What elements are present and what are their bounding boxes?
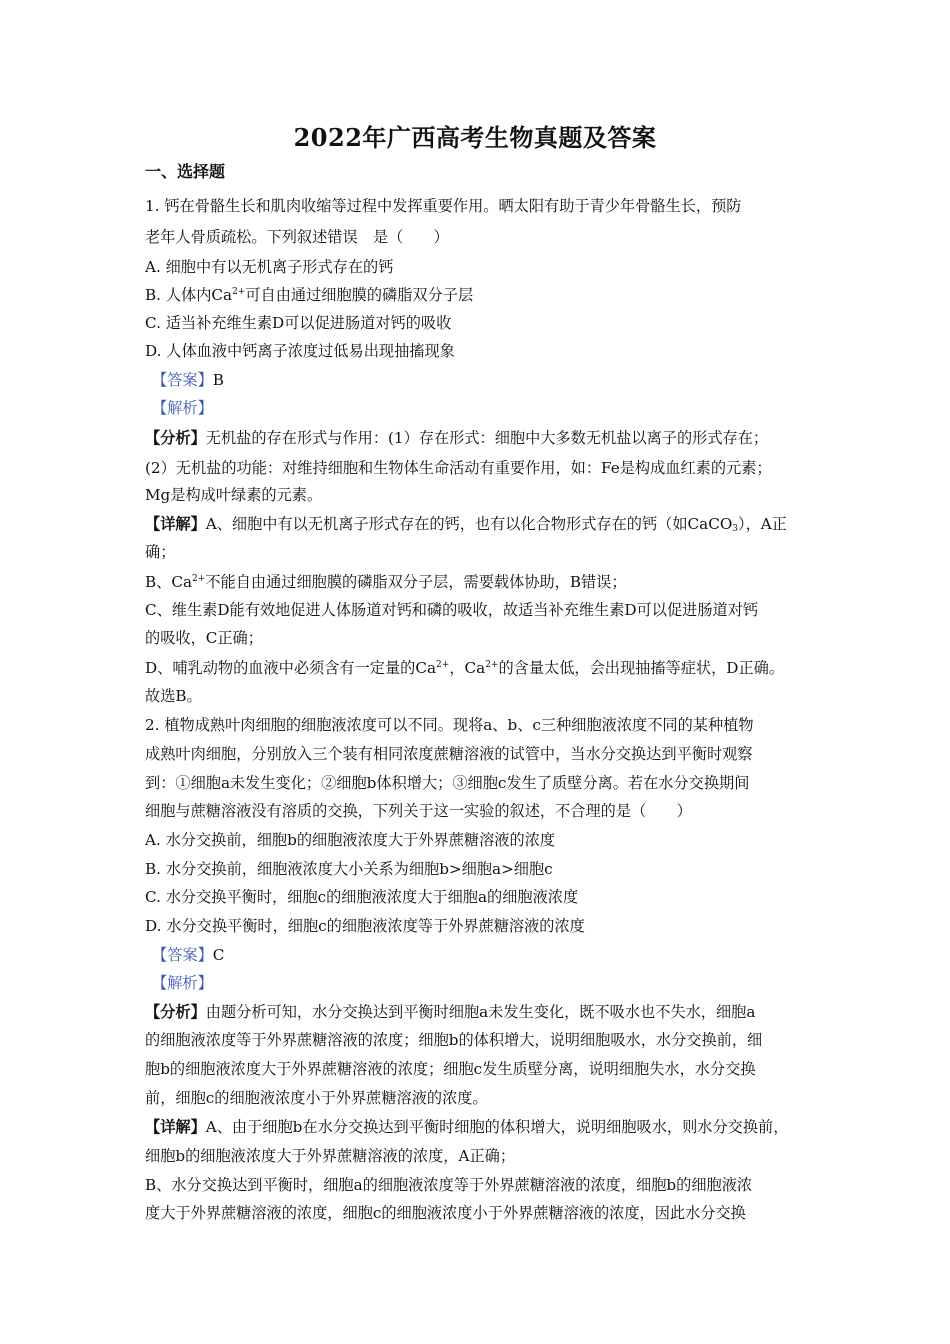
page-title: 2022年广西高考生物真题及答案 <box>293 123 657 152</box>
q2-stem-line3: 到：①细胞a未发生变化；②细胞b体积增大；③细胞c发生了质壁分离。若在水分交换期间 <box>145 774 750 792</box>
q1-detail-line3: B、$Ca^{2+}$不能自由通过细胞膜的磷脂双分子层，需要载体协助，B错误； <box>145 573 627 591</box>
q2-option-c: C. 水分交换平衡时，细胞c的细胞液浓度大于细胞a的细胞液浓度 <box>145 888 579 906</box>
q2-option-b: B. 水分交换前，细胞液浓度大小关系为细胞b>细胞a>细胞c <box>145 860 553 878</box>
q2-fenxi-line1: 【分析】由题分析可知，水分交换达到平衡时细胞a未发生变化，既不吸水也不失水，细胞a <box>145 1003 756 1021</box>
answer-tag: 【答案】 <box>152 371 213 389</box>
q1-stem-line1: 1. 钙在骨骼生长和肌肉收缩等过程中发挥重要作用。晒太阳有助于青少年骨骼生长，预防 <box>145 197 742 215</box>
q1-option-a: A. 细胞中有以无机离子形式存在的钙 <box>145 258 394 276</box>
q2-stem-line1: 2. 植物成熟叶肉细胞的细胞液浓度可以不同。现将a、b、c三种细胞液浓度不同的某种植物 <box>145 716 754 734</box>
q2-stem-line4: 细胞与蔗糖溶液没有溶质的交换，下列关于这一实验的叙述，不合理的是（ ） <box>145 802 692 820</box>
q2-answer: 【答案】C <box>152 946 225 964</box>
q1-option-d: D. 人体血液中钙离子浓度过低易出现抽搐现象 <box>145 342 455 360</box>
q1-answer: 【答案】B <box>152 371 224 389</box>
q1-detail-line7: 故选B。 <box>145 687 202 705</box>
q1-detail-line4: C、维生素D能有效地促进人体肠道对钙和磷的吸收，故适当补充维生素D可以促进肠道对钙 <box>145 601 759 619</box>
q2-fenxi-line2: 的细胞液浓度等于外界蔗糖溶液的浓度；细胞b的体积增大，说明细胞吸水，水分交换前，细 <box>145 1031 763 1049</box>
q1-analysis-tag: 【解析】 <box>152 399 213 417</box>
answer-tag: 【答案】 <box>152 946 213 964</box>
q1-detail-line5: 的吸收，C正确； <box>145 629 263 647</box>
q1-fenxi-line2: (2）无机盐的功能：对维持细胞和生物体生命活动有重要作用，如：Fe是构成血红素的元素； <box>145 459 772 477</box>
section-heading: 一、选择题 <box>145 162 226 181</box>
q1-stem-line2: 老年人骨质疏松。下列叙述错误 是（ ） <box>145 228 449 246</box>
q1-detail-line1: 【详解】A、细胞中有以无机离子形式存在的钙，也有以化合物形式存在的钙（如CaCO$_3$），A正 <box>145 515 787 534</box>
q2-analysis-tag: 【解析】 <box>152 974 213 992</box>
q1-fenxi-line1: 【分析】无机盐的存在形式与作用：(1）存在形式：细胞中大多数无机盐以离子的形式存在； <box>145 429 769 447</box>
q1-option-b: B. 人体内$Ca^{2+}$可自由通过细胞膜的磷脂双分子层 <box>145 286 474 304</box>
q2-detail-line1: 【详解】A、由于细胞b在水分交换达到平衡时细胞的体积增大，说明细胞吸水，则水分交换前， <box>145 1118 789 1136</box>
q2-option-a: A. 水分交换前，细胞b的细胞液浓度大于外界蔗糖溶液的浓度 <box>145 831 556 849</box>
q2-fenxi-line4: 前，细胞c的细胞液浓度小于外界蔗糖溶液的浓度。 <box>145 1089 488 1107</box>
q1-detail-line6: D、哺乳动物的血液中必须含有一定量的$Ca^{2+}$，$Ca^{2+}$的含量太低，会出现抽搐等症状，D正确。 <box>145 659 785 677</box>
q1-detail-line2: 确； <box>145 543 176 561</box>
q1-fenxi-line3: Mg是构成叶绿素的元素。 <box>145 486 323 504</box>
q2-fenxi-line3: 胞b的细胞液浓度大于外界蔗糖溶液的浓度；细胞c发生质壁分离，说明细胞失水，水分交换 <box>145 1060 756 1078</box>
q1-option-c: C. 适当补充维生素D可以促进肠道对钙的吸收 <box>145 314 452 332</box>
q2-detail-line4: 度大于外界蔗糖溶液的浓度，细胞c的细胞液浓度小于外界蔗糖溶液的浓度，因此水分交换 <box>145 1204 746 1222</box>
q2-option-d: D. 水分交换平衡时，细胞c的细胞液浓度等于外界蔗糖溶液的浓度 <box>145 917 585 935</box>
q2-detail-line3: B、水分交换达到平衡时，细胞a的细胞液浓度等于外界蔗糖溶液的浓度，细胞b的细胞液浓 <box>145 1176 753 1194</box>
q2-stem-line2: 成熟叶肉细胞，分别放入三个装有相同浓度蔗糖溶液的试管中，当水分交换达到平衡时观察 <box>145 745 753 763</box>
q2-detail-line2: 细胞b的细胞液浓度大于外界蔗糖溶液的浓度，A正确； <box>145 1147 516 1165</box>
